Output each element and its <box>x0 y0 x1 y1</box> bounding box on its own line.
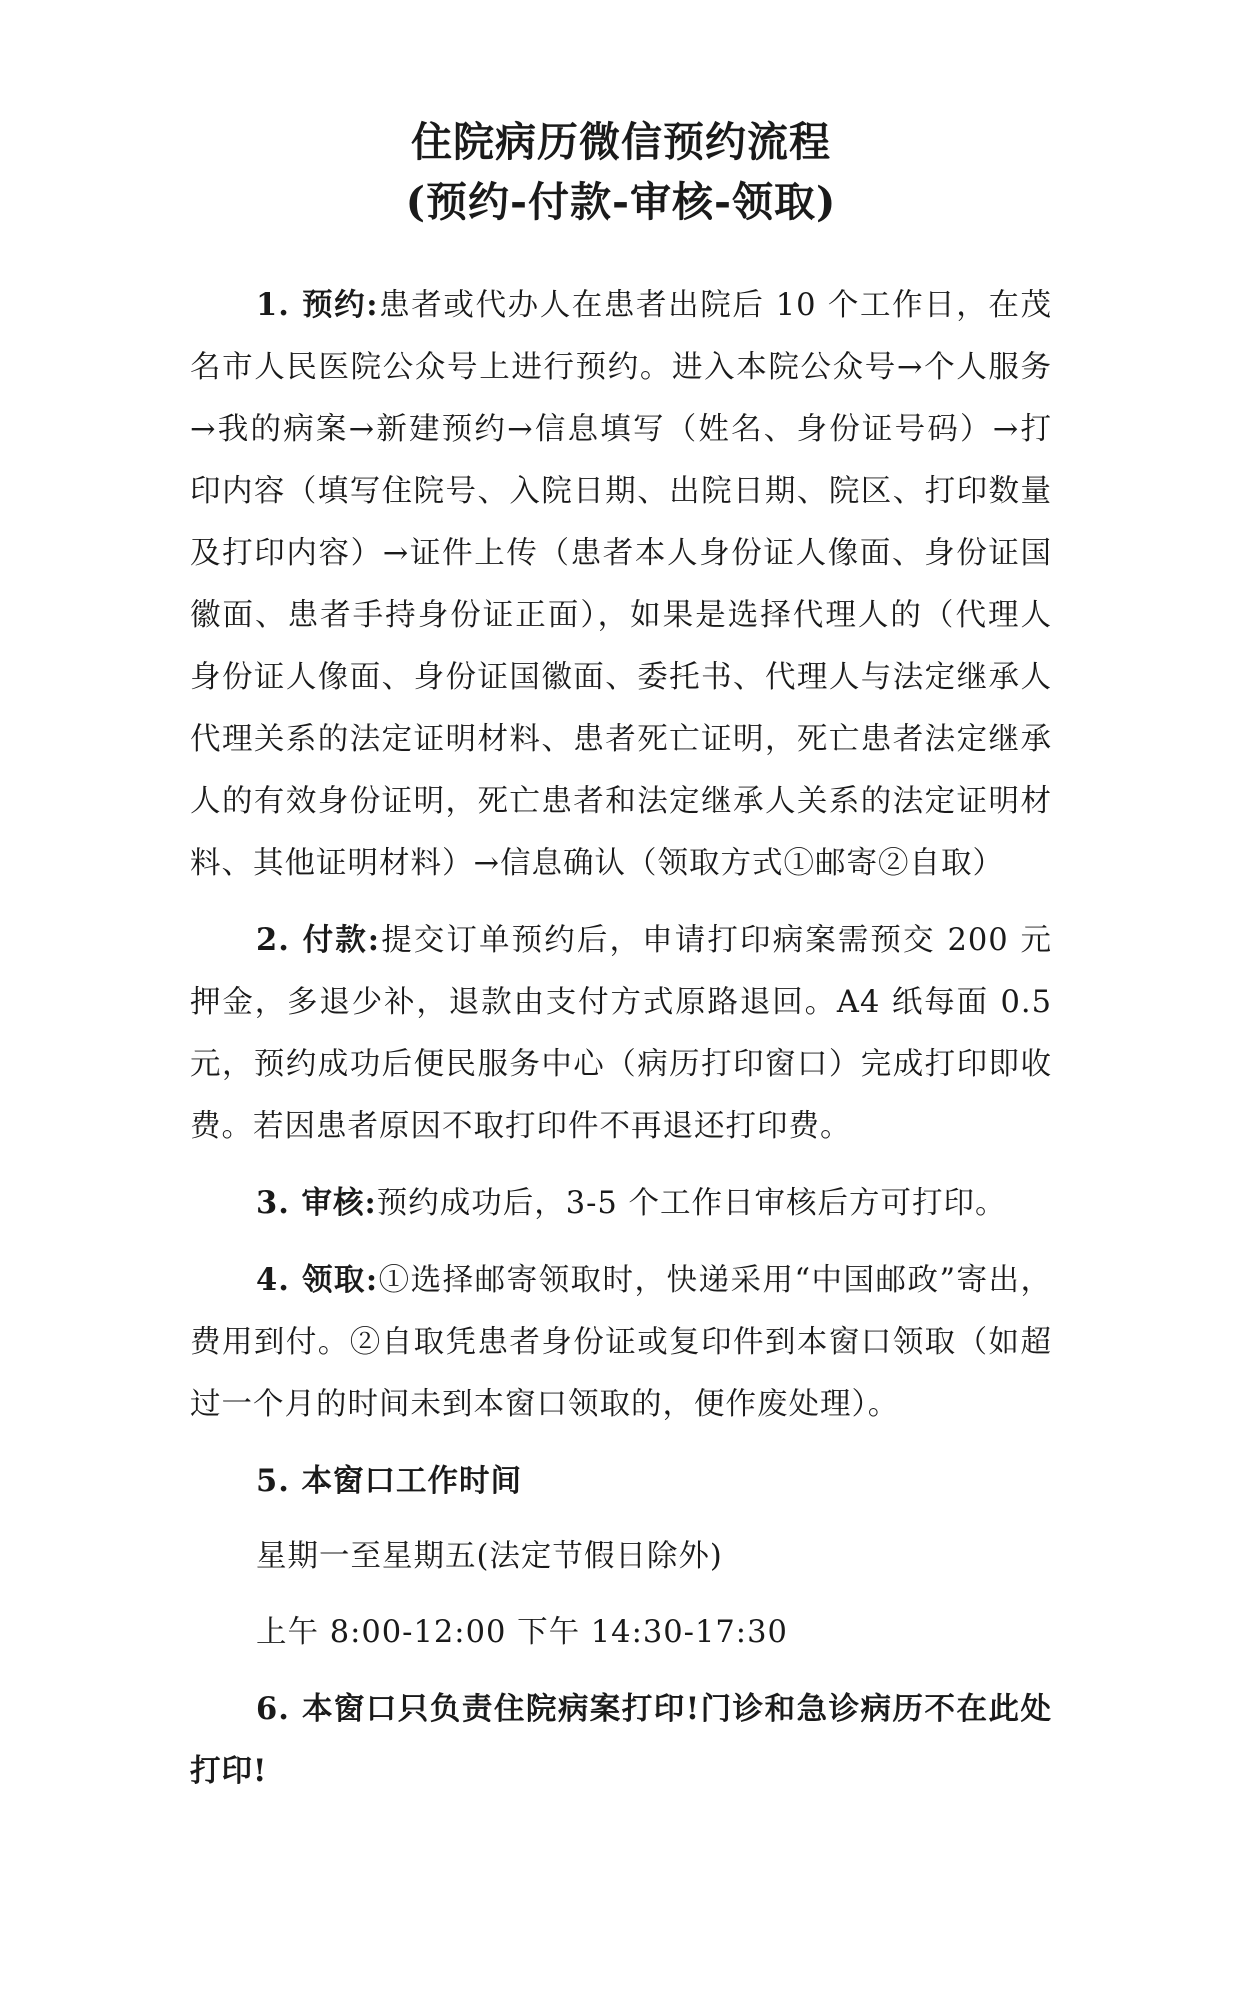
page-subtitle: (预约-付款-审核-领取) <box>405 178 837 226</box>
section-review-text: 预约成功后，3-5 个工作日审核后方可打印。 <box>376 1186 1007 1221</box>
section-reservation <box>190 274 1052 895</box>
title-block <box>190 112 1052 232</box>
section-notice: 6. 本窗口只负责住院病案打印!门诊和急诊病历不在此处打印! <box>190 1691 1052 1789</box>
section-payment-label: 2. 付款: <box>256 922 381 958</box>
section-reservation-text: 患者或代办人在患者出院后 10 个工作日，在茂名市人民医院公众号上进行预约。进入本院公众号→个人服务→我的病案→新建预约→信息填写（姓名、身份证号码）→打印内容（填写住院号、入院日期、出院日期、院区、打印数量及打印内容）→证件上传（患者本人身份证人像面、身份证国徽面、患者手持身份证正面），如果是选择代理人的（代理人身份证人像面、身份证国徽面、委托书、代理人与法定继承人代理关系的法定证明材料、患者死亡证明，死亡患者法定继承人的有效身份证明，死亡患者和法定继承人关系的法定证明材料、其他证明材料）→信息确认（领取方式①邮寄②自取） <box>190 288 1053 881</box>
section-reservation-label: 1. 预约: <box>256 287 379 323</box>
section-payment <box>190 909 1052 1158</box>
section-payment-text: 提交订单预约后，申请打印病案需预交 200 元押金，多退少补，退款由支付方式原路退回。A4 纸每面 0.5 元，预约成功后便民服务中心（病历打印窗口）完成打印即收费。若因患者原因不取打印件不再退还打印费。 <box>190 923 1053 1144</box>
section-hours-times: 上午 8:00-12:00 下午 14:30-17:30 <box>256 1615 788 1650</box>
section-review <box>190 1172 1052 1235</box>
section-hours-heading: 5. 本窗口工作时间 <box>256 1463 522 1499</box>
page-title: 住院病历微信预约流程 <box>411 118 831 166</box>
section-collection <box>190 1249 1052 1436</box>
section-collection-label: 4. 领取: <box>256 1262 379 1298</box>
section-collection-text: ①选择邮寄领取时，快递采用“中国邮政”寄出，费用到付。②自取凭患者身份证或复印件到本窗口领取（如超过一个月的时间未到本窗口领取的，便作废处理）。 <box>190 1263 1052 1422</box>
section-review-label: 3. 审核: <box>256 1185 377 1221</box>
document-page <box>190 112 1052 1816</box>
section-hours-days: 星期一至星期五(法定节假日除外) <box>256 1539 723 1574</box>
